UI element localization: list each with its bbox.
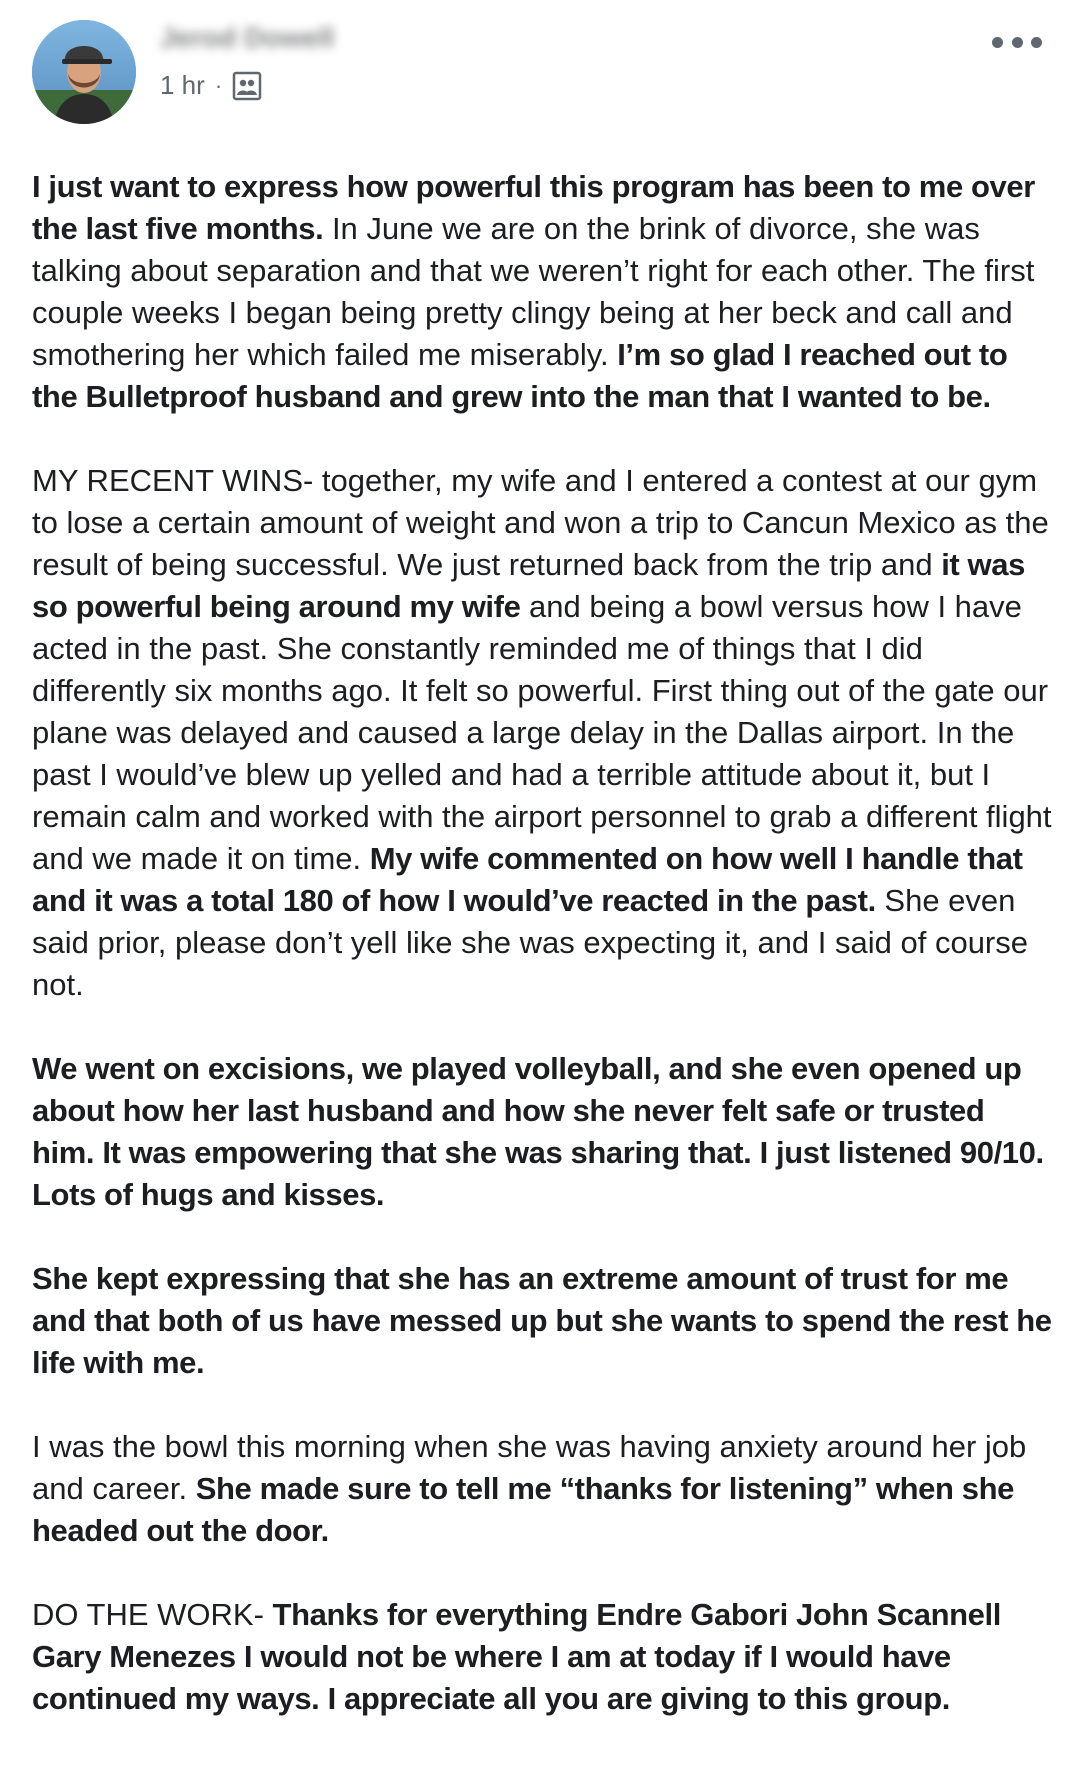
text-run: I was the bowl this morning when she was having anxiety around her job and career. <box>32 1429 1027 1506</box>
post-timestamp[interactable]: 1 hr <box>160 70 205 100</box>
text-run: She even said prior, please don’t yell like she was expecting it, and I said of course not. <box>32 883 1028 1002</box>
author-name[interactable]: Jerod Dowell <box>160 22 335 53</box>
post-paragraph <box>32 460 1052 1006</box>
meta-separator: · <box>214 72 223 98</box>
more-horizontal-icon <box>992 37 1003 48</box>
post-meta <box>160 70 262 101</box>
bold-text-run: She kept expressing that she has an extreme amount of trust for me and that both of us have messed up but she wants to spend the rest he life with me. <box>32 1261 1052 1380</box>
bold-text-run: I’m so glad I reached out to the Bulletproof husband and grew into the man that I wanted to be. <box>32 337 1008 414</box>
bold-text-run: I just want to express how powerful this program has been to me over the last five months. <box>32 169 1035 246</box>
author-avatar[interactable] <box>32 20 136 124</box>
post-text <box>32 166 1052 1762</box>
post-paragraph <box>32 1426 1052 1552</box>
post-paragraph <box>32 166 1052 418</box>
text-run: DO THE WORK- <box>32 1597 273 1632</box>
group-icon <box>232 71 262 101</box>
avatar-photo <box>32 20 136 124</box>
bold-text-run: it was so powerful being around my wife <box>32 547 1025 624</box>
text-run: MY RECENT WINS- together, my wife and I entered a contest at our gym to lose a certain amount of weight and won a trip to Cancun Mexico as the result of being successful. We just returned back from the trip and <box>32 463 1049 582</box>
post-header <box>0 0 1080 140</box>
post-paragraph <box>32 1048 1052 1216</box>
text-run: In June we are on the brink of divorce, she was talking about separation and that we weren’t right for each other. The first couple weeks I began being pretty clingy being at her beck and call and smothering her which failed me miserably. <box>32 211 1035 372</box>
post-paragraph <box>32 1258 1052 1384</box>
bold-text-run: She made sure to tell me “thanks for listening” when she headed out the door. <box>32 1471 1014 1548</box>
bold-text-run: Thanks for everything Endre Gabori John Scannell Gary Menezes I would not be where I am at today if I would have continued my ways. I appreciate all you are giving to this group. <box>32 1597 1001 1716</box>
bold-text-run: We went on excisions, we played volleyball, and she even opened up about how her last husband and how she never felt safe or trusted him. It was empowering that she was sharing that. I just listened 90/10. Lots of hugs and kisses. <box>32 1051 1044 1212</box>
text-run: and being a bowl versus how I have acted in the past. She constantly reminded me of things that I did differently six months ago. It felt so powerful. First thing out of the gate our plane was delayed and caused a large delay in the Dallas airport. In the past I would’ve blew up yelled and had a terrible attitude about it, but I remain calm and worked with the airport personnel to grab a different flight and we made it on time. <box>32 589 1052 876</box>
post-paragraph <box>32 1594 1052 1720</box>
bold-text-run: My wife commented on how well I handle that and it was a total 180 of how I would’ve reacted in the past. <box>32 841 1023 918</box>
more-options-button[interactable] <box>992 28 1042 56</box>
